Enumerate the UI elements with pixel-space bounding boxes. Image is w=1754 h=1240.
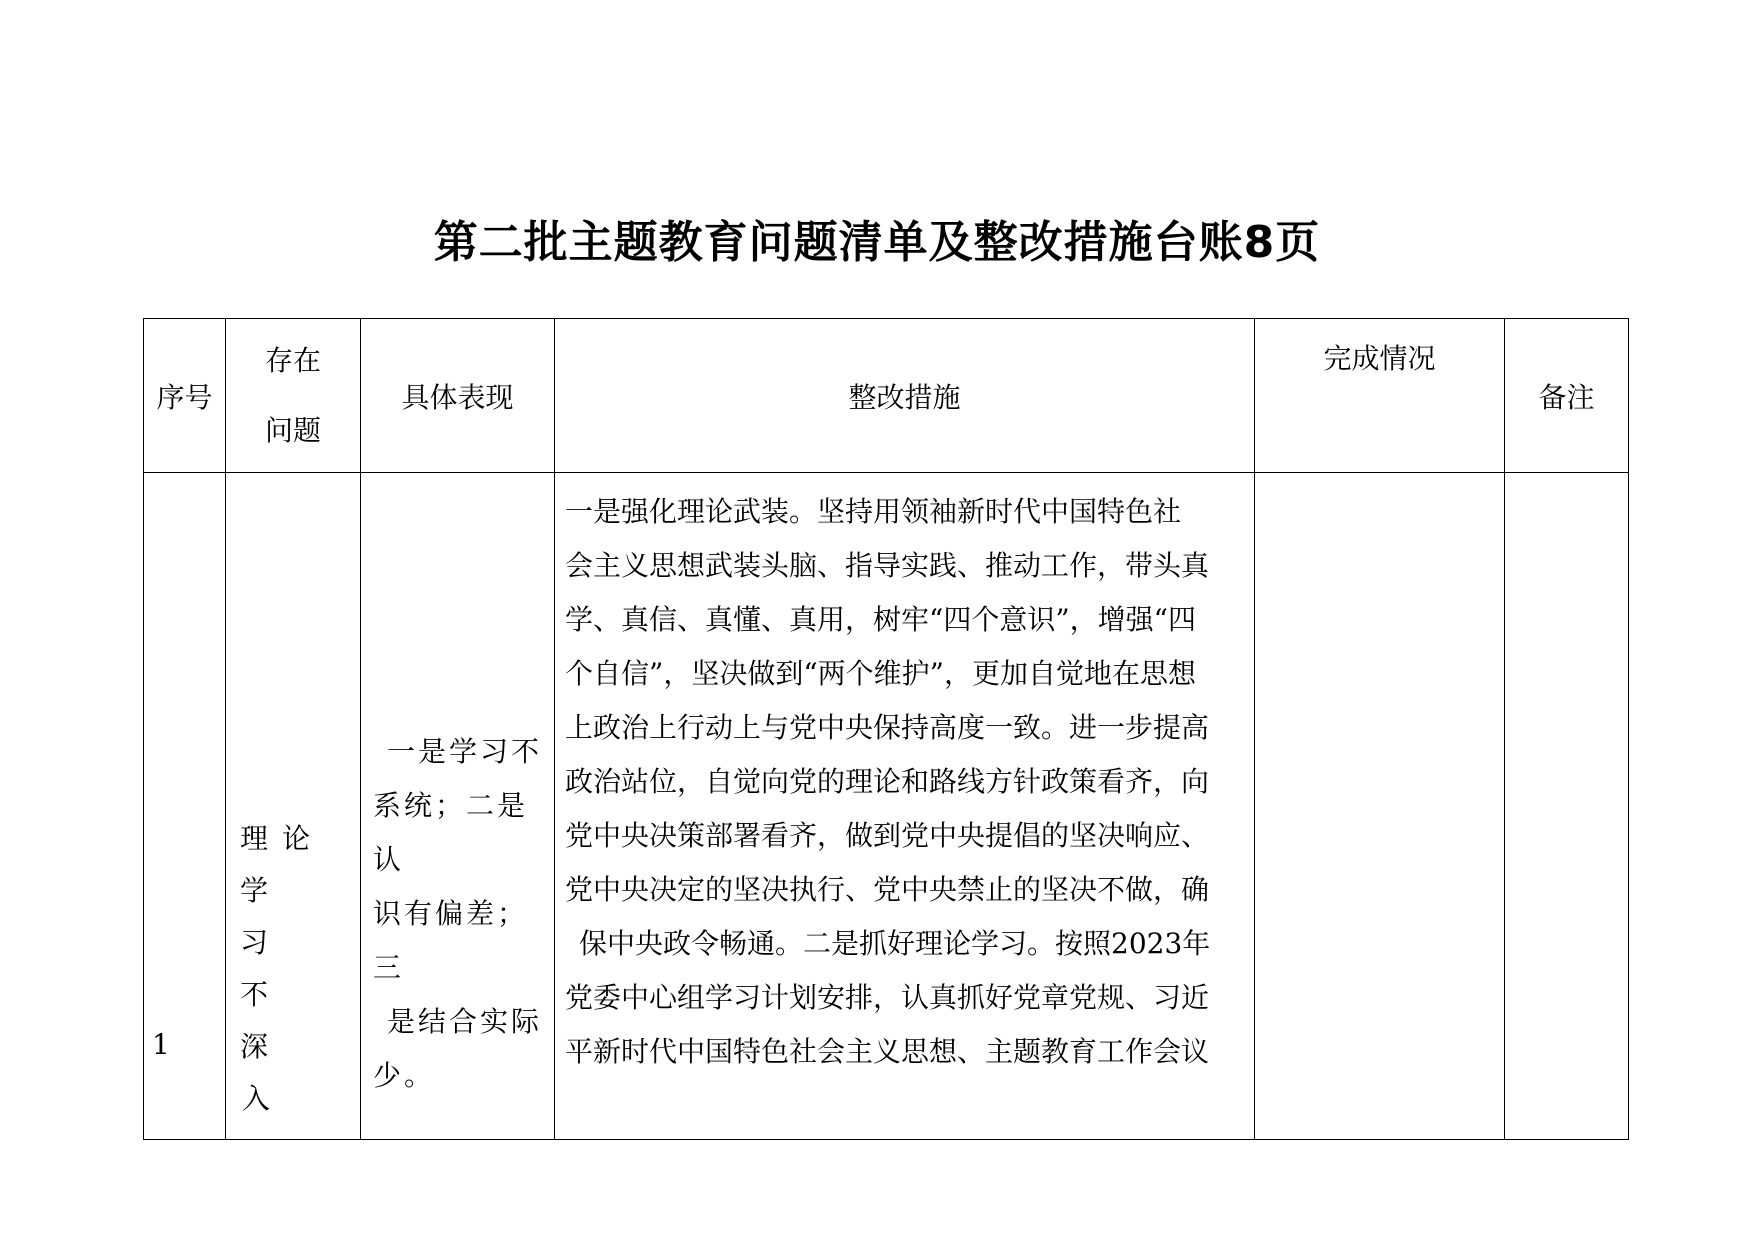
measure-line: 党委中心组学习计划安排，认真抓好党章党规、习近	[565, 981, 1210, 1014]
issue-line: 习 不	[240, 926, 325, 1011]
table-row	[144, 473, 1629, 1140]
header-status: 完成情况	[1255, 319, 1505, 473]
header-issue	[226, 319, 361, 473]
issue-line: 理论学	[240, 822, 325, 907]
header-issue-line2: 问题	[264, 413, 321, 447]
detail-line: 识有偏差；三	[373, 897, 529, 984]
cell-note	[1505, 473, 1629, 1140]
measure-line: 保中央政令畅通。二是抓好理论学习。按照2023年	[579, 927, 1211, 960]
issue-line: 入	[242, 1082, 285, 1115]
cell-status	[1255, 473, 1505, 1140]
measure-line: 学、真信、真懂、真用，树牢“四个意识”，增强“四	[565, 603, 1196, 636]
detail-line: 少。	[373, 1059, 436, 1092]
header-issue-line1: 存在	[264, 343, 321, 377]
cell-measure	[555, 473, 1255, 1140]
measure-line: 党中央决策部署看齐，做到党中央提倡的坚决响应、	[565, 819, 1210, 852]
cell-seq: 1	[144, 473, 226, 1140]
table-header-row	[144, 319, 1629, 473]
detail-line: 系统；二是认	[373, 789, 529, 876]
measure-line: 党中央决定的坚决执行、党中央禁止的坚决不做，确	[565, 873, 1210, 906]
cell-issue	[226, 473, 361, 1140]
issue-line: 深	[240, 1030, 283, 1063]
measure-line: 个自信”，坚决做到“两个维护”，更加自觉地在思想	[565, 657, 1196, 690]
header-detail: 具体表现	[361, 319, 555, 473]
cell-detail	[361, 473, 555, 1140]
measure-line: 政治站位，自觉向党的理论和路线方针政策看齐，向	[565, 765, 1210, 798]
header-seq: 序号	[144, 319, 226, 473]
detail-line: 是结合实际	[387, 1005, 543, 1038]
header-measure: 整改措施	[555, 319, 1255, 473]
measure-line: 上政治上行动上与党中央保持高度一致。进一步提高	[565, 711, 1210, 744]
measure-line: 一是强化理论武装。坚持用领袖新时代中国特色社	[565, 495, 1182, 528]
detail-line: 一是学习不	[387, 735, 543, 768]
header-note: 备注	[1505, 319, 1629, 473]
measure-line: 平新时代中国特色社会主义思想、主题教育工作会议	[565, 1035, 1210, 1068]
document-title: 第二批主题教育问题清单及整改措施台账8页	[433, 217, 1321, 268]
measure-line: 会主义思想武装头脑、指导实践、推动工作，带头真	[565, 549, 1210, 582]
rectification-ledger-table	[143, 318, 1629, 1140]
